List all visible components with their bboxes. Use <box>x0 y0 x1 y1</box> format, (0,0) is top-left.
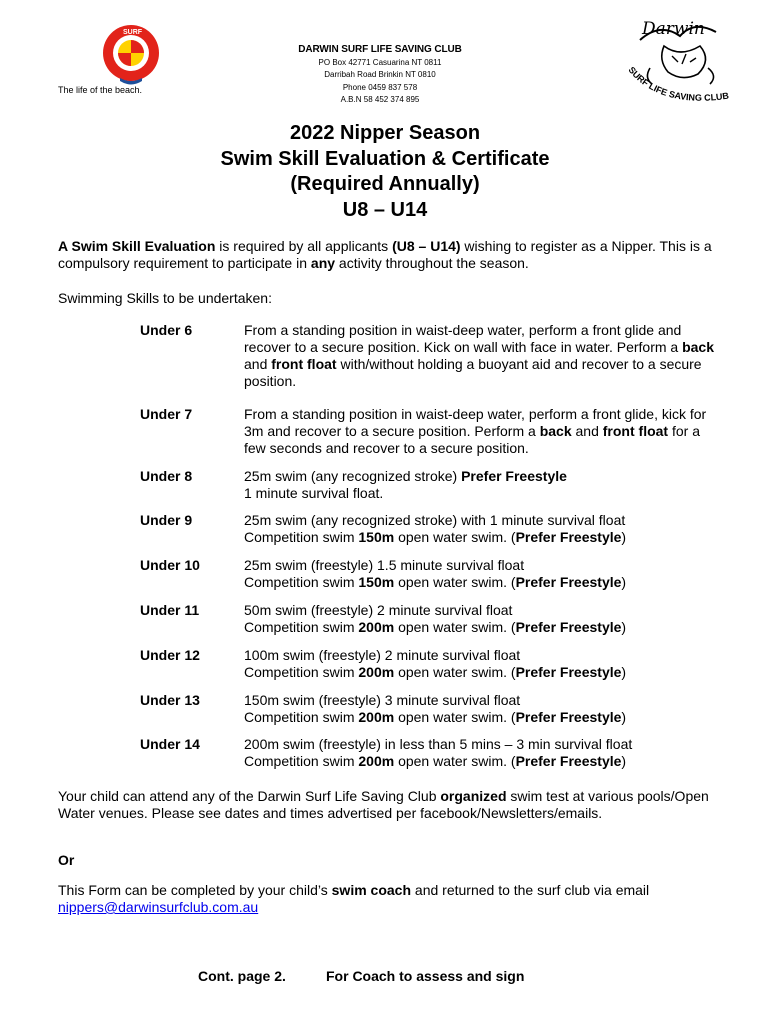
skill-text: ) <box>621 574 627 590</box>
age-group-label: Under 8 <box>140 468 193 484</box>
skill-description <box>244 736 714 770</box>
logo-script-text: Darwin <box>642 19 705 39</box>
title-required: (Required Annually) <box>290 173 480 195</box>
skill-emphasis: front float <box>271 356 337 372</box>
skill-text: open water swim. ( <box>394 709 516 725</box>
skill-text: Competition swim <box>244 709 359 725</box>
age-group-label: Under 11 <box>140 602 200 618</box>
age-group-label: Under 13 <box>140 692 200 708</box>
or-label: Or <box>58 852 75 868</box>
skill-emphasis: Prefer Freestyle <box>515 619 622 635</box>
age-group-label: Under 14 <box>140 736 200 752</box>
skill-text: Competition swim <box>244 529 359 545</box>
title-evaluation: Swim Skill Evaluation & Certificate <box>220 147 550 170</box>
intro-bold: A Swim Skill Evaluation <box>58 238 216 254</box>
email-link[interactable]: nippers@darwinsurfclub.com.au <box>58 899 259 915</box>
skill-text: From a standing position in waist-deep water, perform a front glide, kick for 3m and recover to a secure position. Perform a <box>244 406 707 439</box>
attend-text: Your child can attend any of the Darwin Surf Life Saving Club <box>58 788 441 804</box>
skill-emphasis: 200m <box>358 709 395 725</box>
skill-description <box>244 602 714 636</box>
skill-text: Competition swim <box>244 574 359 590</box>
intro-text: activity throughout the season. <box>335 255 529 271</box>
skills-heading: Swimming Skills to be undertaken: <box>58 290 272 306</box>
skill-text: open water swim. ( <box>394 529 516 545</box>
attend-bold: organized <box>440 788 507 804</box>
club-details <box>230 44 530 107</box>
skill-emphasis: Prefer Freestyle <box>515 753 622 769</box>
logo-tagline: The life of the beach. <box>58 85 143 95</box>
skill-text: 25m swim (freestyle) 1.5 minute survival float <box>244 557 525 573</box>
skill-emphasis: front float <box>602 423 669 439</box>
surf-life-saving-logo <box>58 24 208 96</box>
skill-text: 200m swim (freestyle) in less than 5 mins – 3 min survival float <box>244 736 633 752</box>
skill-emphasis: 150m <box>358 574 395 590</box>
skill-emphasis: 150m <box>358 529 395 545</box>
skill-emphasis: Prefer Freestyle <box>515 529 622 545</box>
skill-emphasis: 200m <box>358 619 395 635</box>
logo-arc-text: SURF LIFE SAVING CLUB <box>626 64 730 103</box>
document-title <box>0 121 770 223</box>
title-season: 2022 Nipper Season <box>289 122 481 144</box>
skill-emphasis: 200m <box>358 753 395 769</box>
club-name: DARWIN SURF LIFE SAVING CLUB <box>298 44 462 55</box>
skill-text: open water swim. ( <box>394 664 516 680</box>
skill-description <box>244 647 714 681</box>
intro-bold: (U8 – U14) <box>392 238 461 254</box>
skill-text: Competition swim <box>244 619 359 635</box>
intro-paragraph <box>58 238 718 272</box>
age-group-label: Under 10 <box>140 557 200 573</box>
phone-line: Phone 0459 837 578 <box>342 82 418 92</box>
skill-text: ) <box>621 664 627 680</box>
skill-text: ) <box>621 619 627 635</box>
skill-text: 25m swim (any recognized stroke) with 1 minute survival float <box>244 512 626 528</box>
skill-description <box>244 322 714 390</box>
skill-emphasis: Prefer Freestyle <box>461 468 567 484</box>
skill-text: Competition swim <box>244 664 359 680</box>
age-group-label: Under 9 <box>140 512 193 528</box>
skill-text: with/without holding a buoyant aid and recover to a secure position. <box>244 356 702 389</box>
address-line: PO Box 42771 Casuarina NT 0811 <box>318 57 442 67</box>
skill-text: and <box>244 356 272 372</box>
skill-text: for a few seconds and recover to a secure position. <box>244 423 700 456</box>
skill-emphasis: Prefer Freestyle <box>515 574 622 590</box>
skill-text: open water swim. ( <box>394 574 516 590</box>
skill-text: 1 minute survival float. <box>244 485 384 501</box>
darwin-club-logo <box>620 12 740 120</box>
skill-text: 50m swim (freestyle) 2 minute survival float <box>244 602 513 618</box>
coach-text: and returned to the surf club via email <box>411 882 650 898</box>
skill-emphasis: back <box>539 423 572 439</box>
skill-text: 25m swim (any recognized stroke) <box>244 468 462 484</box>
skill-description <box>244 406 714 457</box>
skill-description <box>244 512 714 546</box>
intro-bold: any <box>310 255 336 271</box>
skill-text: From a standing position in waist-deep water, perform a front glide and recover to a secure position. Kick on wall with face in water. Perform a <box>244 322 683 355</box>
coach-bold: swim coach <box>331 882 412 898</box>
intro-text: wishing to register as a Nipper. This is a compulsory requirement to participate in <box>58 238 712 271</box>
attend-text: swim test at various pools/Open Water venues. Please see dates and times advertised per facebook/Newsletters/emails. <box>58 788 709 821</box>
skill-emphasis: Prefer Freestyle <box>515 709 622 725</box>
address-line: Darribah Road Brinkin NT 0810 <box>324 70 436 79</box>
coach-paragraph <box>58 882 718 916</box>
skill-text: ) <box>621 753 627 769</box>
surf-life-saving-emblem-icon <box>58 24 208 96</box>
skill-emphasis: 200m <box>358 664 395 680</box>
skill-emphasis: Prefer Freestyle <box>515 664 622 680</box>
age-group-label: Under 12 <box>140 647 200 663</box>
svg-text:SURF: SURF <box>123 29 143 36</box>
svg-text:SURF LIFE SAVING CLUB <box>626 65 729 103</box>
skill-text: Competition swim <box>244 753 359 769</box>
skill-text: 100m swim (freestyle) 2 minute survival float <box>244 647 521 663</box>
skill-text: ) <box>621 709 627 725</box>
coach-assess-note: For Coach to assess and sign <box>326 968 525 984</box>
darwin-surf-club-emblem-icon <box>620 12 740 120</box>
skill-emphasis: back <box>682 339 715 355</box>
skill-description <box>244 557 714 591</box>
intro-text: is required by all applicants <box>215 238 393 254</box>
skill-text: 150m swim (freestyle) 3 minute survival float <box>244 692 521 708</box>
skill-text: and <box>571 423 603 439</box>
skill-text: ) <box>621 529 627 545</box>
skill-text: open water swim. ( <box>394 619 516 635</box>
skill-description <box>244 468 714 502</box>
age-group-label: Under 6 <box>140 322 193 338</box>
attend-paragraph <box>58 788 718 822</box>
age-group-label: Under 7 <box>140 406 193 422</box>
abn-line: A.B.N 58 452 374 895 <box>340 95 420 104</box>
skill-description <box>244 692 714 726</box>
continued-page-note: Cont. page 2. <box>198 968 286 984</box>
skill-text: open water swim. ( <box>394 753 516 769</box>
title-age-range: U8 – U14 <box>342 198 428 221</box>
document-header <box>0 0 770 120</box>
coach-text: This Form can be completed by your child’s <box>58 882 332 898</box>
